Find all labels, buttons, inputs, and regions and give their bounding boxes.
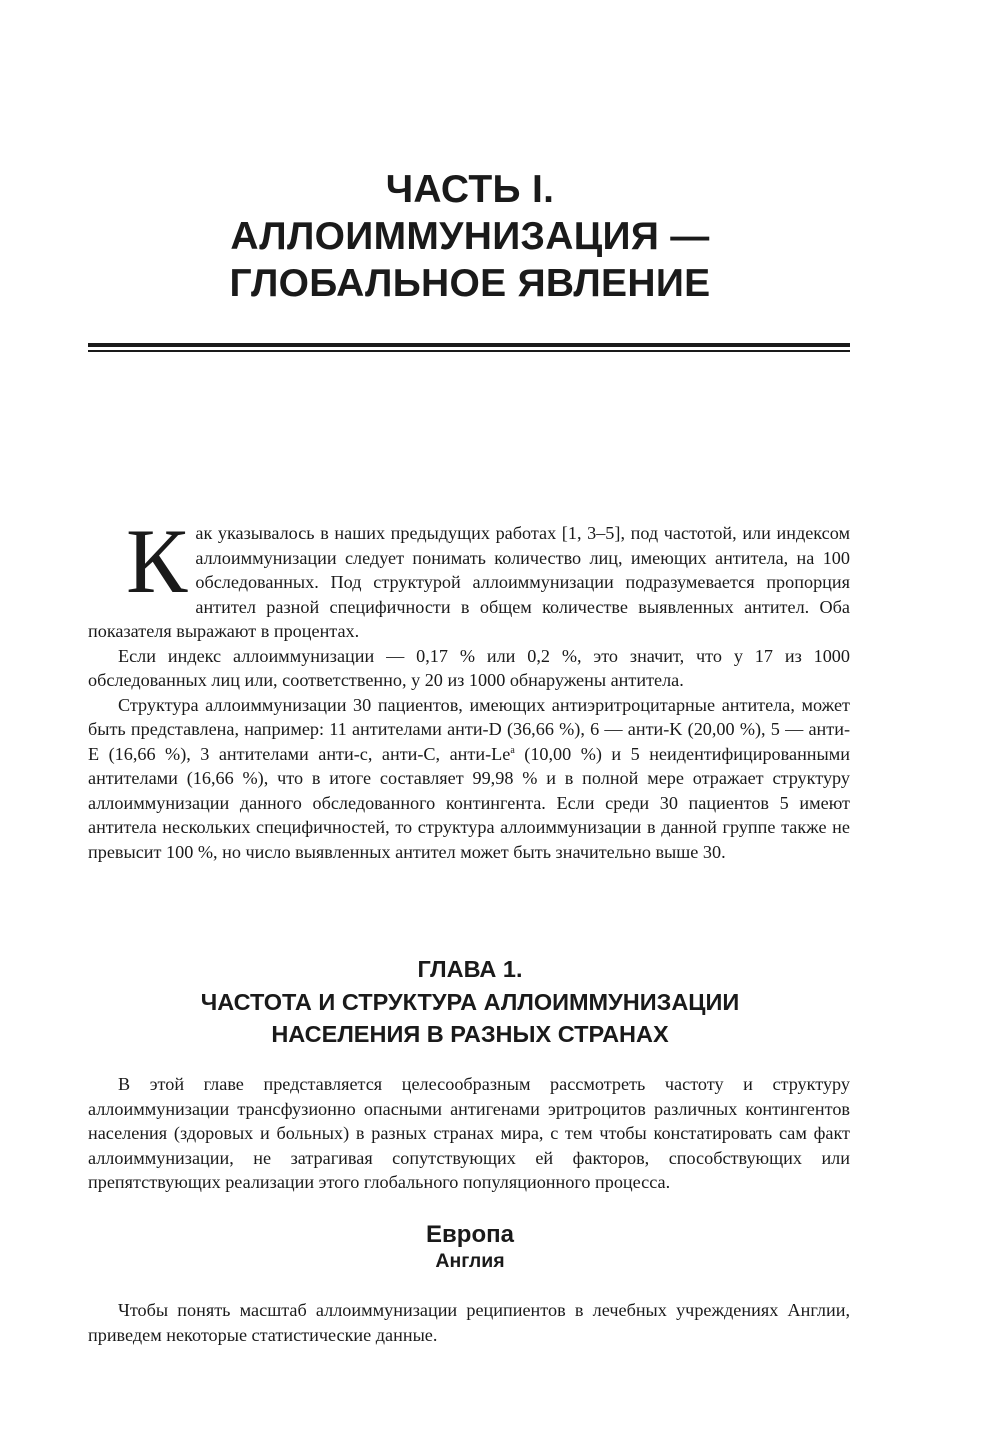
chapter-title-line: ЧАСТОТА И СТРУКТУРА АЛЛОИММУНИЗАЦИИ xyxy=(200,988,740,1015)
chapter-intro xyxy=(88,1072,850,1195)
title-divider-thin xyxy=(88,350,850,352)
section-paragraph: Чтобы понять масштаб аллоиммунизации реципиентов в лечебных учреждениях Англии, приведем некоторые статистические данные. xyxy=(88,1300,850,1345)
title-divider-thick xyxy=(88,343,850,347)
chapter-title-line: НАСЕЛЕНИЯ В РАЗНЫХ СТРАНАХ xyxy=(271,1021,669,1047)
part-title-line: ЧАСТЬ I. xyxy=(385,168,555,211)
chapter-title xyxy=(0,953,940,1051)
intro-paragraph-1-text: ак указывалось в наших предыдущих работах [1, 3–5], под частотой, или индексом аллоиммунизации следует понимать количество лиц, имеющих антитела, на 100 обследованных. Под структурой аллоиммунизации подразумевается пропорция антител разной специфичности в общем количестве выявленных антител. Оба показателя выражают в процентах. xyxy=(88,523,850,641)
part-title-line: ГЛОБАЛЬНОЕ ЯВЛЕНИЕ xyxy=(229,262,711,305)
part-title xyxy=(0,166,940,307)
intro-paragraph-1 xyxy=(88,510,850,644)
superscript-a: a xyxy=(510,744,515,756)
section-body xyxy=(88,1298,850,1347)
intro-paragraph-2: Если индекс аллоиммунизации — 0,17 % или 0,2 %, это значит, что у 17 из 1000 обследованных лиц или, соответственно, у 20 из 1000 обнаружены антитела. xyxy=(88,645,850,690)
subsection-title: Англия xyxy=(435,1250,505,1272)
intro-paragraph-3-text-b: (10,00 %) и 5 неидентифицированными антителами (16,66 %), что в итоге составляет 99,98 % и в полной мере отражает структуру аллоиммунизации данного обследованного контингента. Если среди 30 пациентов 5 имеют антитела нескольких специфичностей, то структура аллоиммунизации в данной группе также не превысит 100 %, но число выявленных антител может быть значительно выше 30. xyxy=(88,743,851,862)
intro-section xyxy=(88,510,851,864)
drop-cap: К xyxy=(126,510,188,612)
intro-paragraph-3-text-a: Структура аллоиммунизации 30 пациентов, имеющих антиэритроцитарные антитела, может быть представлена, например: 11 антителами анти-D (36,66 %), 6 — анти-K (20,00 %), 5 — анти-E (16,66 %), 3 антителами анти-c, анти-C, анти-Le xyxy=(88,694,850,764)
intro-paragraph-3 xyxy=(88,693,850,865)
chapter-title-line: ГЛАВА 1. xyxy=(417,956,523,982)
part-title-line: АЛЛОИММУНИЗАЦИЯ — xyxy=(230,215,710,258)
section-title: Европа xyxy=(426,1221,514,1248)
chapter-intro-paragraph: В этой главе представляется целесообразным рассмотреть частоту и структуру аллоиммунизации трансфузионно опасными антигенами эритроцитов различных контингентов населения (здоровых и больных) в разных странах мира, с тем чтобы констатировать сам факт аллоиммунизации, не затрагивая сопутствующих ей факторов, способствующих или препятствующих реализации этого глобального популяционного процесса. xyxy=(88,1074,850,1192)
